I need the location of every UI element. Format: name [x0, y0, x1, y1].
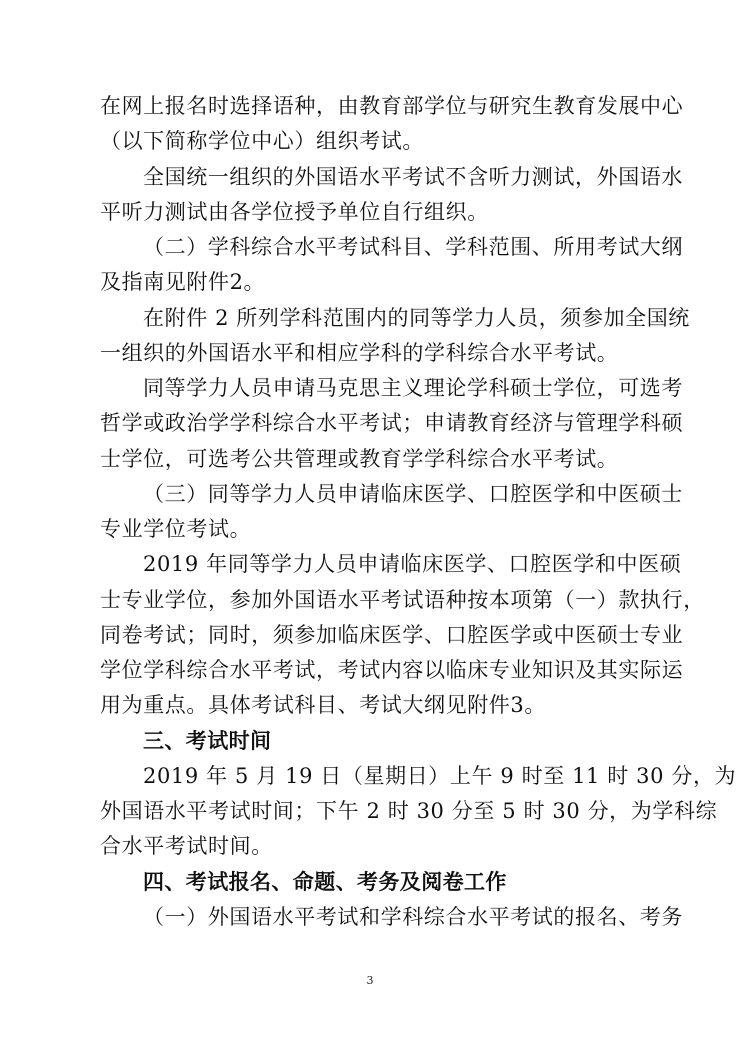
text-line: 士学位，可选考公共管理或教育学学科综合水平考试。	[100, 447, 619, 471]
text-line: 同等学力人员申请马克思主义理论学科硕士学位，可选考	[143, 376, 683, 400]
text-line: 全国统一组织的外国语水平考试不含听力测试，外国语水	[143, 165, 683, 189]
section-heading: 三、考试时间	[143, 729, 272, 753]
text-line: （以下简称学位中心）组织考试。	[100, 129, 424, 153]
text-line: 2019 年 5 月 19 日（星期日）上午 9 时至 11 时 30 分，为	[143, 764, 737, 788]
text-line: 在附件 2 所列学科范围内的同等学力人员，须参加全国统	[143, 306, 690, 330]
text-line: 专业学位考试。	[100, 517, 252, 541]
text-line: 外国语水平考试时间；下午 2 时 30 分至 5 时 30 分，为学科综	[100, 799, 718, 823]
text-line: 在网上报名时选择语种，由教育部学位与研究生教育发展中心	[100, 94, 684, 118]
text-line: 平听力测试由各学位授予单位自行组织。	[100, 200, 489, 224]
text-line: 士专业学位，参加外国语水平考试语种按本项第（一）款执行，	[100, 588, 705, 612]
text-line: 学位学科综合水平考试，考试内容以临床专业知识及其实际运	[100, 658, 684, 682]
text-line: 同卷考试；同时，须参加临床医学、口腔医学或中医硕士专业	[100, 623, 684, 647]
text-line: 合水平考试时间。	[100, 834, 273, 858]
text-line: 一组织的外国语水平和相应学科的学科综合水平考试。	[100, 341, 619, 365]
text-line: 哲学或政治学学科综合水平考试；申请教育经济与管理学科硕	[100, 411, 684, 435]
page-number: 3	[366, 974, 374, 987]
section-heading: 四、考试报名、命题、考务及阅卷工作	[143, 870, 507, 894]
text-line: 2019 年同等学力人员申请临床医学、口腔医学和中医硕	[143, 552, 682, 576]
text-line: （一）外国语水平考试和学科综合水平考试的报名、考务	[143, 905, 683, 929]
text-line: 用为重点。具体考试科目、考试大纲见附件3。	[100, 693, 546, 717]
text-line: 及指南见附件2。	[100, 270, 266, 294]
text-line: （二）学科综合水平考试科目、学科范围、所用考试大纲	[143, 235, 683, 259]
text-line: （三）同等学力人员申请临床医学、口腔医学和中医硕士	[143, 482, 683, 506]
